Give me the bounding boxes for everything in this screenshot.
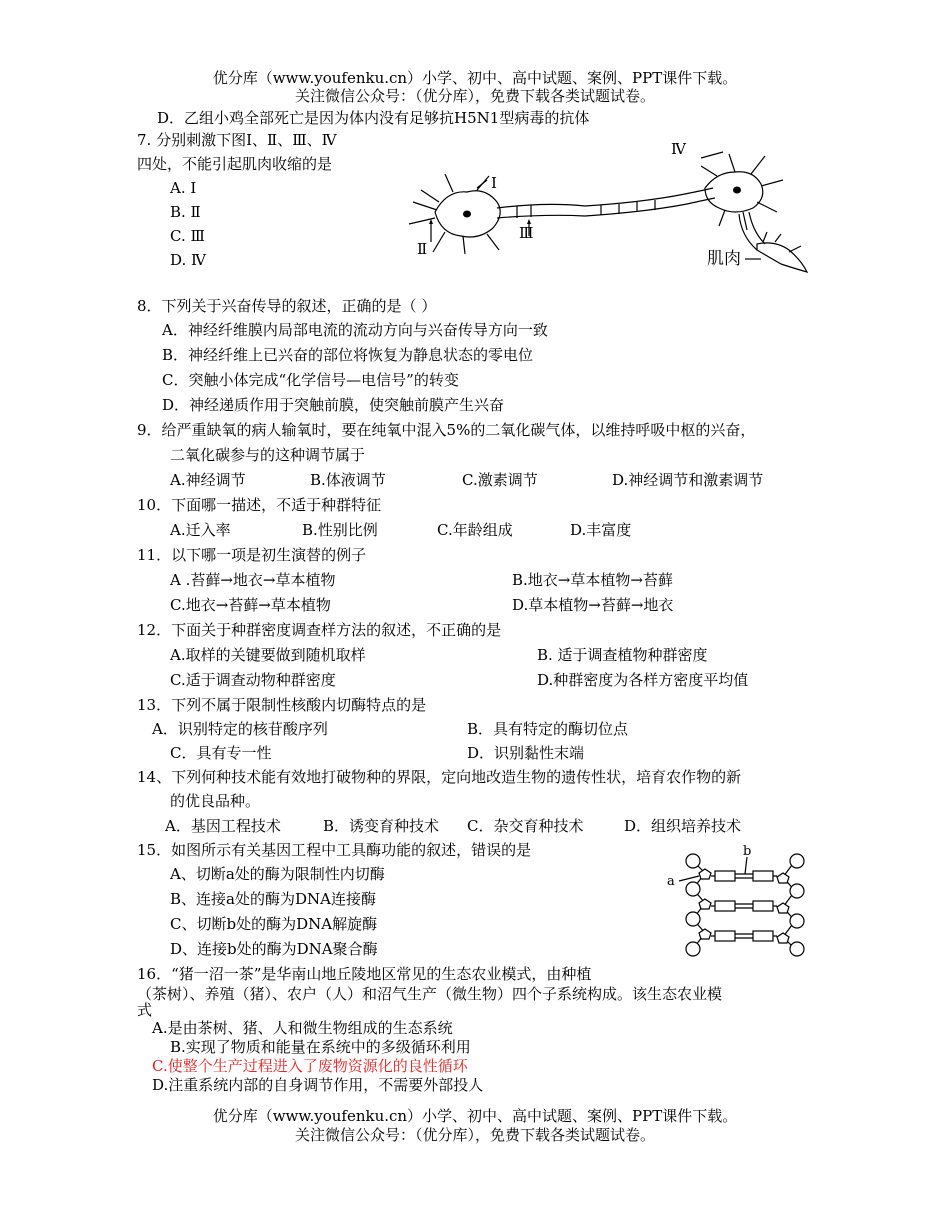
neuron-muscle-diagram bbox=[405, 132, 810, 280]
q8-option-b: B．神经纤维上已兴奋的部位将恢复为静息状态的零电位 bbox=[162, 346, 534, 364]
pointer-1 bbox=[477, 180, 487, 188]
q6-option-d: D．乙组小鸡全部死亡是因为体内没有足够抗H5N1型病毒的抗体 bbox=[157, 109, 590, 127]
q7-option-b: B. Ⅱ bbox=[170, 203, 201, 221]
q12-option-d: D.种群密度为各样方密度平均值 bbox=[537, 671, 749, 689]
q7-option-d: D. Ⅳ bbox=[170, 251, 207, 269]
q7-stem-2: 四处，不能引起肌肉收缩的是 bbox=[137, 155, 333, 173]
q14-option-c: C．杂交育种技术 bbox=[467, 817, 584, 835]
q16-option-a: A.是由茶树、猪、人和微生物组成的生态系统 bbox=[152, 1019, 453, 1037]
label-muscle: 肌肉 bbox=[707, 249, 741, 269]
q10-option-c: C.年龄组成 bbox=[437, 521, 513, 539]
q16-option-c-answer: C.使整个生产过程进入了废物资源化的良性循环 bbox=[152, 1057, 468, 1075]
neuron-1-nucleus bbox=[463, 211, 471, 218]
label-II: Ⅱ bbox=[417, 240, 428, 258]
q7-option-a: A. Ⅰ bbox=[170, 179, 197, 197]
q10-option-b: B.性别比例 bbox=[302, 521, 378, 539]
q13-option-d: D．识别黏性末端 bbox=[467, 744, 585, 762]
q9-option-c: C.激素调节 bbox=[462, 471, 538, 489]
dna-structure-diagram bbox=[665, 845, 815, 960]
q11-option-b: B.地衣→草本植物→苔藓 bbox=[512, 571, 673, 589]
phosphate-circle bbox=[686, 854, 700, 868]
q11-option-d: D.草本植物→苔藓→地衣 bbox=[512, 596, 674, 614]
q8-option-a: A．神经纤维膜内局部电流的流动方向与兴奋传导方向一致 bbox=[162, 321, 548, 339]
q13-option-b: B．具有特定的酶切位点 bbox=[467, 720, 629, 738]
q8-stem: 8．下列关于兴奋传导的叙述，正确的是（ ） bbox=[137, 297, 437, 315]
hydrogen-bond bbox=[735, 874, 753, 878]
q15-stem: 15．如图所示有关基因工程中工具酶功能的叙述，错误的是 bbox=[137, 841, 532, 859]
q15-option-d: D、连接b处的酶为DNA聚合酶 bbox=[170, 940, 378, 958]
footer-line-2: 关注微信公众号：（优分库），免费下载各类试题试卷。 bbox=[294, 1126, 655, 1144]
q12-option-a: A.取样的关键要做到随机取样 bbox=[170, 646, 366, 664]
q16-option-d: D.注重系统内部的自身调节作用，不需要外部投人 bbox=[152, 1076, 484, 1094]
q9-stem-1: 9．给严重缺氧的病人输氧时，要在纯氧中混入5%的二氧化碳气体，以维持呼吸中枢的兴奋， bbox=[137, 421, 756, 439]
q9-stem-2: 二氧化碳参与的这种调节属于 bbox=[170, 446, 366, 464]
q11-option-a: A .苔藓→地衣→草本植物 bbox=[170, 571, 336, 589]
q13-option-c: C．具有专一性 bbox=[170, 744, 272, 762]
q12-stem: 12．下面关于种群密度调查样方法的叙述，不正确的是 bbox=[137, 621, 502, 639]
q14-stem-2: 的优良品种。 bbox=[170, 792, 261, 810]
q10-option-d: D.丰富度 bbox=[570, 521, 632, 539]
q7-option-c: C. Ⅲ bbox=[170, 227, 205, 245]
q16-option-b: B.实现了物质和能量在系统中的多级循环利用 bbox=[170, 1038, 471, 1056]
q13-stem: 13．下列不属于限制性核酸内切酶特点的是 bbox=[137, 696, 427, 714]
q9-option-d: D.神经调节和激素调节 bbox=[612, 471, 764, 489]
q13-option-a: A．识别特定的核苷酸序列 bbox=[152, 720, 328, 738]
q8-option-c: C．突触小体完成“化学信号—电信号”的转变 bbox=[162, 371, 459, 389]
q14-option-b: B．诱变育种技术 bbox=[323, 817, 440, 835]
q14-stem-1: 14、下列何种技术能有效地打破物种的界限，定向地改造生物的遗传性状，培育农作物的新 bbox=[137, 768, 742, 786]
q8-option-d: D．神经递质作用于突触前膜，使突触前膜产生兴奋 bbox=[162, 396, 505, 414]
footer-line-1: 优分库（www.youfenku.cn）小学、初中、高中试题、案例、PPT课件下载。 bbox=[212, 1107, 738, 1125]
label-III: Ⅲ bbox=[519, 224, 534, 242]
neuron-2-nucleus bbox=[733, 187, 741, 194]
q15-option-a: A、切断a处的酶为限制性内切酶 bbox=[170, 865, 385, 883]
q12-option-b: B. 适于调查植物种群密度 bbox=[537, 646, 708, 664]
q16-stem-3: 式 bbox=[137, 1001, 153, 1019]
q12-option-c: C.适于调查动物种群密度 bbox=[170, 671, 336, 689]
pointer-4 bbox=[701, 152, 723, 158]
q14-option-d: D．组织培养技术 bbox=[624, 817, 742, 835]
base-rect bbox=[715, 871, 735, 881]
label-IV: Ⅳ bbox=[671, 140, 686, 158]
label-I: Ⅰ bbox=[491, 174, 497, 192]
q16-stem-1: 16．“猪一沼一茶”是华南山地丘陵地区常见的生态农业模式，由种植 bbox=[137, 965, 592, 983]
sugar-pentagon bbox=[699, 869, 711, 879]
q14-option-a: A．基因工程技术 bbox=[165, 817, 281, 835]
q7-stem-1: 7. 分别刺激下图Ⅰ、Ⅱ、Ⅲ、Ⅳ bbox=[137, 131, 337, 149]
q10-option-a: A.迁入率 bbox=[170, 521, 231, 539]
q9-option-a: A.神经调节 bbox=[170, 471, 246, 489]
label-a: a bbox=[667, 874, 675, 889]
neuron-2-dendrites bbox=[701, 154, 783, 230]
label-b: b bbox=[743, 845, 752, 859]
q11-stem: 11．以下哪一项是初生演替的例子 bbox=[137, 546, 367, 564]
header-line-1: 优分库（www.youfenku.cn）小学、初中、高中试题、案例、PPT课件下载。 bbox=[212, 69, 738, 87]
q10-stem: 10．下面哪一描述，不适于种群特征 bbox=[137, 496, 382, 514]
q9-option-b: B.体液调节 bbox=[310, 471, 386, 489]
q16-stem-2: （茶树）、养殖（猪）、农户（人）和沼气生产（微生物）四个子系统构成。该生态农业模 bbox=[137, 985, 723, 1003]
q11-option-c: C.地衣→苔藓→草本植物 bbox=[170, 596, 331, 614]
header-line-2: 关注微信公众号：（优分库），免费下载各类试题试卷。 bbox=[294, 87, 655, 105]
q15-option-b: B、连接a处的酶为DNA连接酶 bbox=[170, 890, 376, 908]
q15-option-c: C、切断b处的酶为DNA解旋酶 bbox=[170, 915, 378, 933]
